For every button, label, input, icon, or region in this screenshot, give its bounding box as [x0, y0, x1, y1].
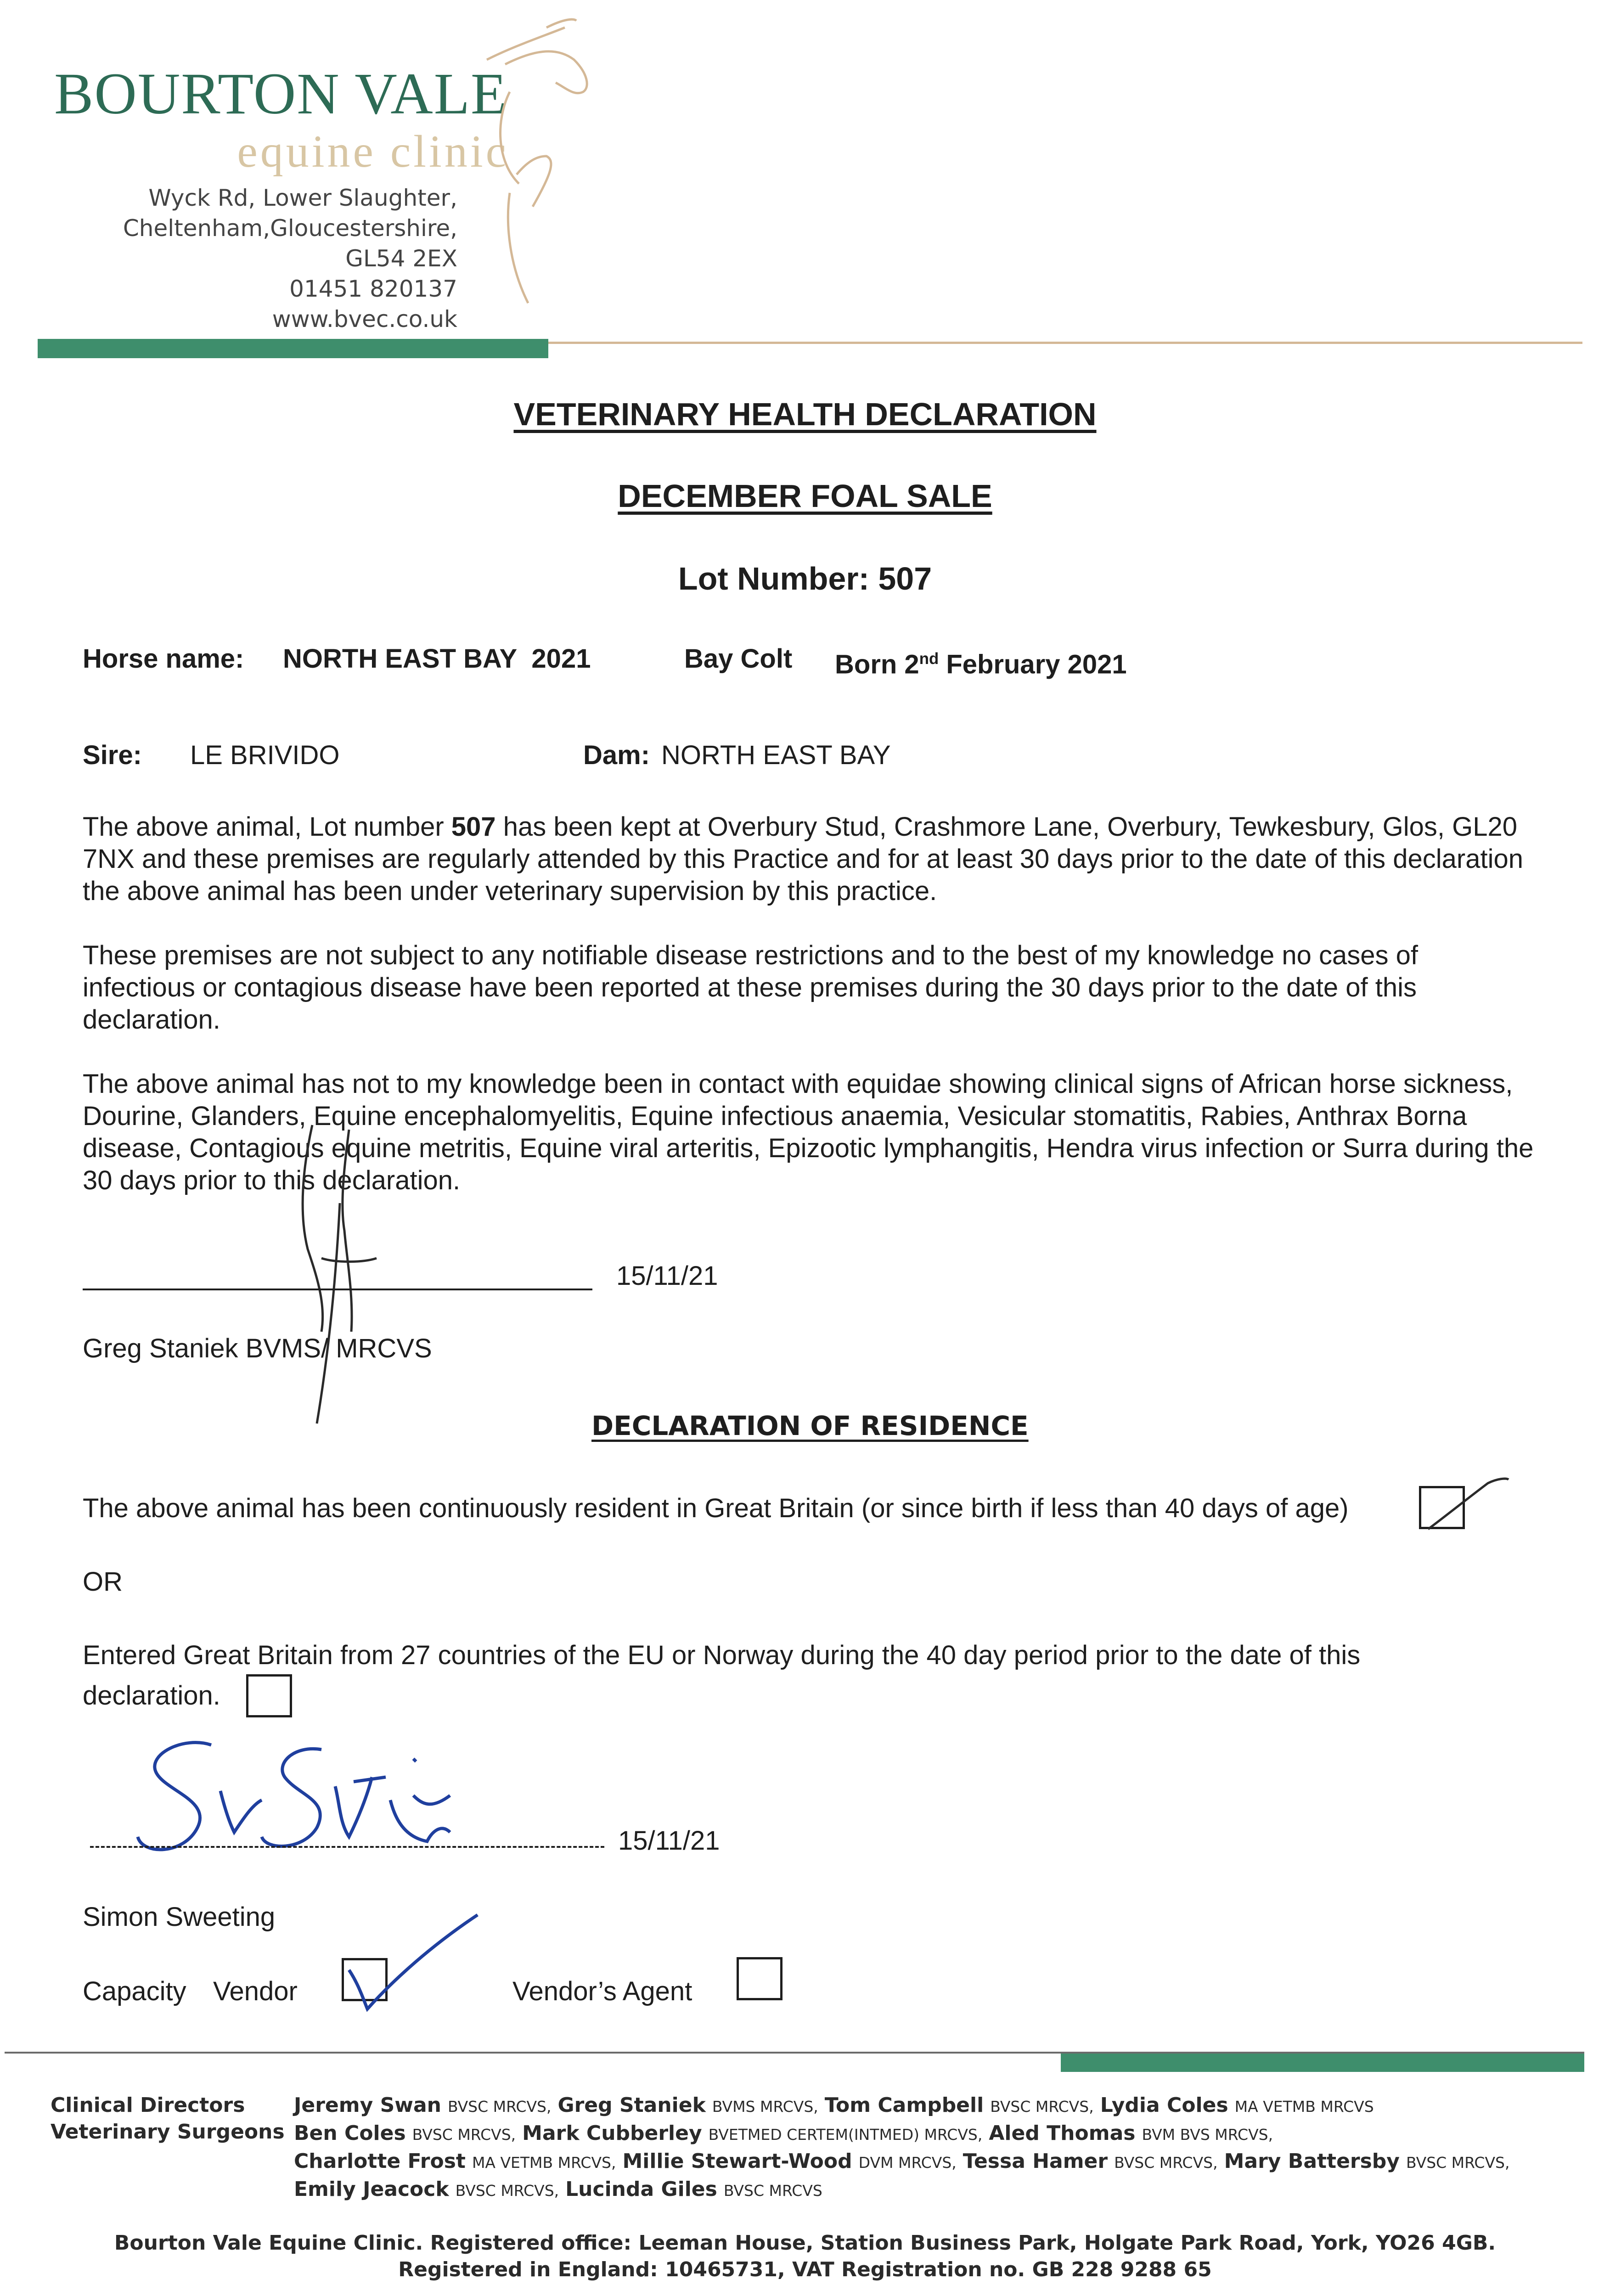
- sale-title: DECEMBER FOAL SALE: [618, 478, 992, 514]
- header-rule: [548, 342, 1582, 344]
- residence-option-continuous: The above animal has been continuously resident in Great Britain (or since birth if less than 40 days of age): [83, 1493, 1349, 1523]
- header-accent-bar: [38, 339, 548, 358]
- lot-number: [0, 560, 1610, 597]
- capacity-label: Capacity: [83, 1976, 186, 2006]
- vet-signature: [257, 1111, 441, 1433]
- checkmark-icon: [1419, 1469, 1511, 1543]
- lot-label: Lot Number:: [678, 561, 869, 597]
- clinic-website: www.bvec.co.uk: [272, 306, 457, 332]
- horse-name-label: Horse name:: [83, 644, 244, 674]
- staff-line: Emily Jeacock BVSC MRCVS, Lucinda Giles BVSC MRCVS: [294, 2178, 822, 2201]
- residence-heading: DECLARATION OF RESIDENCE: [591, 1410, 1029, 1441]
- declaration-paragraph-disease-contact: The above animal has not to my knowledge been in contact with equidae showing clinical signs of African horse sickness, Dourine, Glanders, Equine encephalomyelitis, Equine infectious anaemia, Vesicular stomatitis, Rabies, Anthrax Borna disease, Contagious equine metritis, Equine viral arteritis, Epizootic lymphangitis, Hendra virus infection or Surra during the 30 days prior to this declaration.: [83, 1069, 1534, 1195]
- sire-value: LE BRIVIDO: [190, 740, 340, 770]
- vendor-label: Vendor: [213, 1976, 298, 2006]
- entered-gb-checkbox[interactable]: [246, 1674, 292, 1717]
- vendor-agent-checkbox[interactable]: [737, 1957, 782, 2000]
- company-registration: Registered in England: 10465731, VAT Registration no. GB 228 9288 65: [398, 2258, 1212, 2281]
- or-label: OR: [83, 1567, 123, 1597]
- staff-line: Jeremy Swan BVSC MRCVS, Greg Staniek BVMS MRCVS, Tom Campbell BVSC MRCVS, Lydia Coles MA VETMB MRCVS: [294, 2093, 1374, 2117]
- horse-type: Bay Colt: [684, 644, 793, 674]
- dam-value: NORTH EAST BAY: [661, 740, 891, 770]
- vendor-signature-date: 15/11/21: [618, 1826, 720, 1856]
- address-line: GL54 2EX: [345, 245, 457, 272]
- clinic-address: [123, 183, 457, 334]
- lot-value: 507: [878, 561, 932, 597]
- clinic-phone: 01451 820137: [289, 276, 457, 302]
- residence-option-entered-line1: Entered Great Britain from 27 countries of the EU or Norway during the 40 day period prior to the date of this: [83, 1640, 1361, 1670]
- clinic-name: BOURTON VALE: [54, 61, 508, 126]
- directors-label: Clinical Directors: [51, 2093, 245, 2117]
- horse-head-logo-icon: [478, 9, 597, 321]
- address-line: Wyck Rd, Lower Slaughter,: [148, 185, 457, 211]
- declaration-paragraph-restrictions: These premises are not subject to any notifiable disease restrictions and to the best of my knowledge no cases of infectious or contagious disease have been reported at these premises during the 30 days prior to the date of this declaration.: [83, 940, 1419, 1035]
- document-title: VETERINARY HEALTH DECLARATION: [513, 396, 1097, 432]
- horse-name: NORTH EAST BAY 2021: [283, 644, 591, 674]
- horse-birth-date: Born 2nd February 2021: [835, 649, 1127, 680]
- vendor-signature: [129, 1727, 496, 1878]
- vet-signature-date: 15/11/21: [616, 1261, 718, 1291]
- vet-name: Greg Staniek BVMS/ MRCVS: [83, 1334, 432, 1363]
- dam-label: Dam:: [583, 740, 650, 770]
- vendor-signature-line: [90, 1846, 604, 1848]
- vet-signature-line: [83, 1289, 592, 1290]
- surgeons-label: Veterinary Surgeons: [51, 2120, 285, 2144]
- staff-line: Ben Coles BVSC MRCVS, Mark Cubberley BVETMED CERTEM(INTMED) MRCVS, Aled Thomas BVM BVS MRCVS,: [294, 2122, 1273, 2145]
- vendor-agent-label: Vendor’s Agent: [512, 1976, 692, 2006]
- residence-option-entered-line2: declaration.: [83, 1681, 220, 1711]
- declaration-paragraph-premises: The above animal, Lot number 507 has been kept at Overbury Stud, Crashmore Lane, Overbury, Tewkesbury, Glos, GL20 7NX and these premises are regularly attended by this Practice and for at least 30 days prior to the date of this declaration the above animal has been under veterinary supervision by this practice.: [83, 812, 1523, 906]
- staff-list: [294, 2092, 1589, 2204]
- staff-line: Charlotte Frost MA VETMB MRCVS, Millie Stewart-Wood DVM MRCVS, Tessa Hamer BVSC MRCVS, Mary Battersby BVSC MRCVS,: [294, 2150, 1510, 2173]
- footer-accent-bar: [1061, 2054, 1584, 2072]
- checkmark-icon: [340, 1906, 487, 2016]
- sire-label: Sire:: [83, 740, 142, 770]
- clinic-logo: [54, 61, 513, 177]
- clinic-subtitle: equine clinic: [237, 126, 509, 177]
- registered-office: Bourton Vale Equine Clinic. Registered office: Leeman House, Station Business Park, Holgate Park Road, York, YO26 4GB.: [114, 2231, 1496, 2255]
- address-line: Cheltenham,Gloucestershire,: [123, 215, 457, 242]
- vendor-signer-name: Simon Sweeting: [83, 1902, 276, 1932]
